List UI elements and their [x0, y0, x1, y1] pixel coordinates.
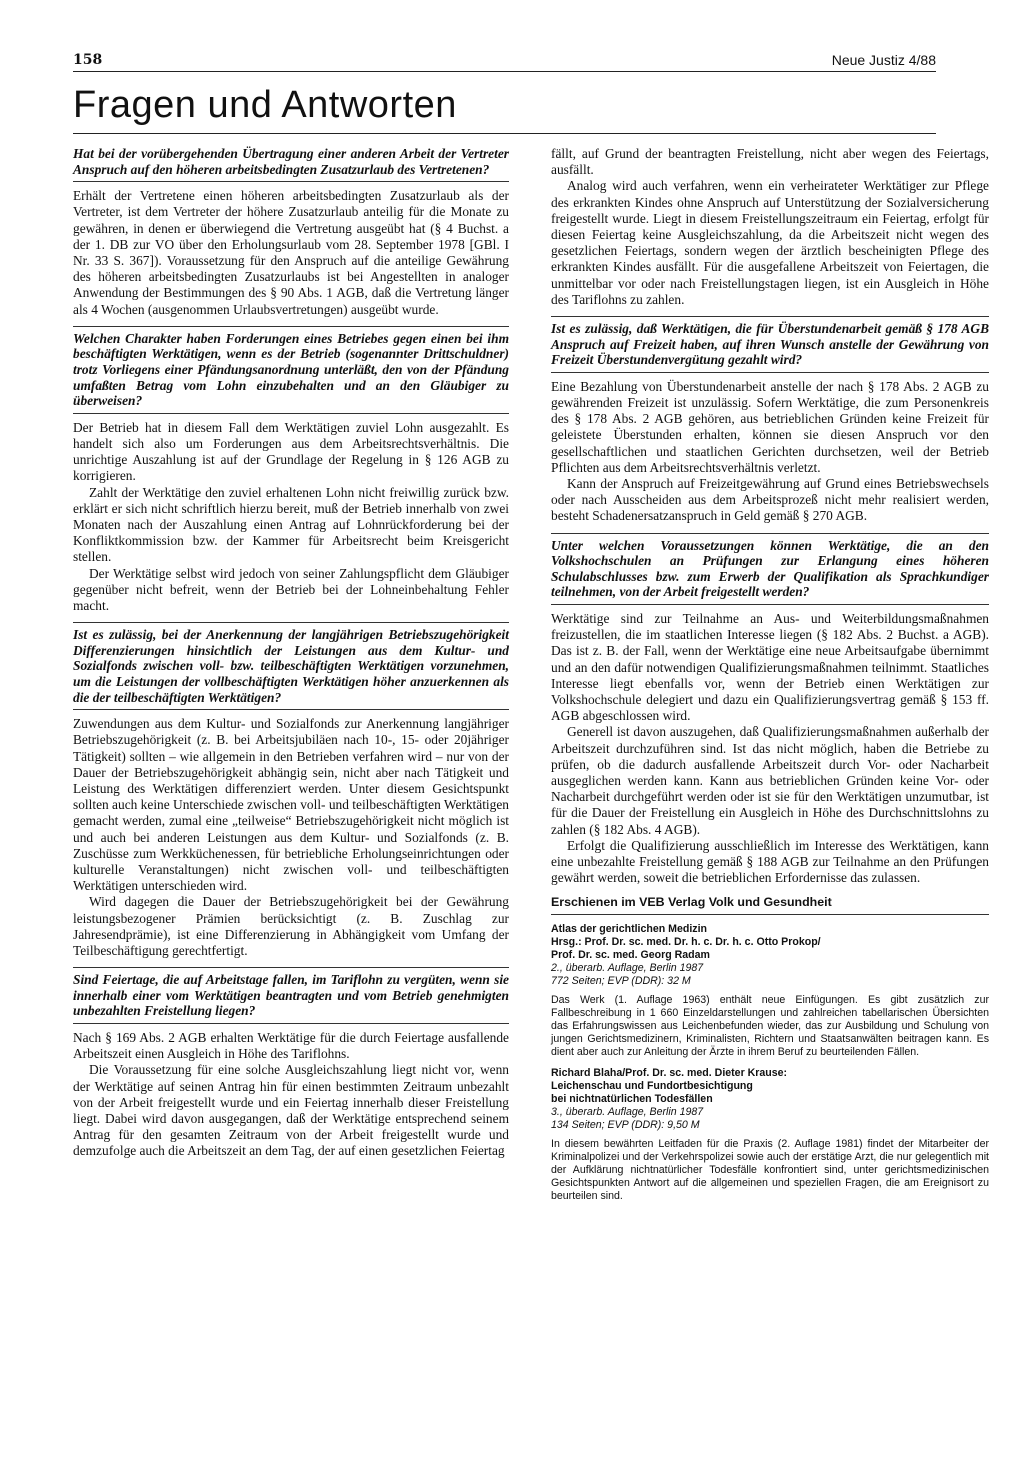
publisher-heading: Erschienen im VEB Verlag Volk und Gesundheit [551, 896, 989, 915]
answer-paragraph: Erfolgt die Qualifizierung ausschließlich im Interesse des Werktätigen, kann eine unbezahlte Freistellung gemäß § 188 AGB zur Teilnahme an den Prüfungen gewährt werden, soweit die betrieblichen Erfordernisse das zulassen. [551, 837, 989, 886]
answer-paragraph: Kann der Anspruch auf Freizeitgewährung auf Grund eines Betriebswechsels oder nach Ausscheiden aus dem Arbeitsprozeß nicht mehr realisiert werden, besteht Schadenersatzanspruch in Geld gemäß § 270 AGB. [551, 476, 989, 524]
answer-6 [551, 611, 989, 886]
book-2 [551, 1067, 989, 1132]
book-edition: 3., überarb. Auflage, Berlin 1987 [551, 1106, 704, 1119]
answer-4-continued [551, 146, 989, 308]
question-6: Unter welchen Voraussetzungen können Werktätige, die an den Volkshochschulen an Prüfungen zur Erlangung eines höheren Schulabschlusses bzw. zum Erwerb der Qualifikation als Sprachkundiger teilnehmen, von der Arbeit freigestellt werden? [551, 533, 989, 605]
question-1: Hat bei der vorübergehenden Übertragung einer anderen Arbeit der Vertreter Anspruch auf den höheren arbeitsbedingten Zusatzurlaub des Vertretenen? [73, 146, 509, 182]
answer-3 [73, 716, 509, 959]
answer-paragraph: Der Betrieb hat in diesem Fall dem Werktätigen zuviel Lohn ausgezahlt. Es handelt sich also um Forderungen aus dem Arbeitsrechtsverhältnis. Die unrichtige Auszahlung ist auf der Grundlage der Regelung in § 126 AGB zu korrigieren. [73, 419, 509, 484]
answer-4 [73, 1030, 509, 1160]
answer-paragraph: Die Voraussetzung für eine solche Ausgleichszahlung liegt nicht vor, wenn der Werktätige auf seinen Antrag hin für einen bestimmten Zeitraum unbezahlt von der Arbeit freigestellt wurde und ein Feiertag innerhalb dieser Freistellung liegt. Dabei wird davon ausgegangen, daß der Werktätige entsprechend seinem Antrag für den gesamten Zeitraum von der Arbeit freigestellt wurde und demzufolge auch die Arbeitszeit an dem Tag, der auf einen gesetzlichen Feiertag [73, 1062, 509, 1159]
answer-paragraph: Analog wird auch verfahren, wenn ein verheirateter Werktätiger zur Pflege des erkrankten Kindes ohne Anspruch auf Unterstützung der Sozialversicherung freigestellt wurde. Liegt in diesem Freistellungszeitraum ein Feiertag, erfolgt für diesen Feiertag keine Ausgleichszahlung, da die Arbeitszeit nicht wegen des gesetzlichen Feiertags, sondern wegen der ärztlich bescheinigten Pflege des erkrankten Kindes ausfällt. Für die ausgefallene Arbeitszeit von Feiertagen, die unmittelbar vor oder nach Freistellungstagen liegen, ist ein Ausgleich in Höhe des Tariflohns zu zahlen. [551, 178, 989, 307]
right-column [551, 146, 989, 1211]
publisher-box [551, 896, 989, 1203]
book-description: In diesem bewährten Leitfaden für die Praxis (2. Auflage 1981) findet der Mitarbeiter der Kriminalpolizei und der Verkehrspolizei sowie auch der erstätige Arzt, die nur gelegentlich mit der Aufklärung nichtnatürlicher Todesfälle konfrontiert sind, unter gerichtsmedizinischen Gesichtspunkten Antwort auf die allgemeinen und speziellen Fragen, die am Ereignisort zu beurteilen sind. [551, 1138, 989, 1203]
answer-paragraph: fällt, auf Grund der beantragten Freistellung, nicht aber wegen des Feiertags, ausfällt. [551, 146, 989, 178]
answer-5 [551, 379, 989, 525]
answer-2 [73, 420, 509, 614]
answer-paragraph: Zahlt der Werktätige den zuviel erhaltenen Lohn nicht freiwillig zurück bzw. erklärt er sich nicht schriftlich hierzu bereit, muß der Betrieb innerhalb von zwei Monaten nach der Auszahlung einen Antrag auf Lohnrückforderung bei der Konfliktkommission bzw. der Kammer für Arbeitsrecht beim Kreisgericht stellen. [73, 484, 509, 565]
journal-issue: Neue Justiz 4/88 [831, 52, 936, 68]
book-editors: Prof. Dr. sc. med. Georg Radam [551, 949, 710, 962]
header-rule [73, 71, 936, 72]
answer-1 [73, 188, 509, 318]
book-1 [551, 923, 989, 988]
answer-paragraph: Der Werktätige selbst wird jedoch von seiner Zahlungspflicht dem Gläubiger gegenüber nicht befreit, wenn der Betrieb bei der Lohneinbehaltung Fehler macht. [73, 565, 509, 614]
answer-paragraph: Nach § 169 Abs. 2 AGB erhalten Werktätige für die durch Feiertage ausfallende Arbeitszeit einen Ausgleich in Höhe des Tariflohns. [73, 1030, 509, 1062]
answer-paragraph: Wird dagegen die Dauer der Betriebszugehörigkeit bei der Gewährung leistungsbezogener Prämien berücksichtigt (z. B. Zuschlag zur Jahresendprämie), ist eine Differenzierung in Abhängigkeit vom Umfang der Teilbeschäftigung gerechtfertigt. [73, 894, 509, 959]
book-editors: Hrsg.: Prof. Dr. sc. med. Dr. h. c. Dr. h. c. Otto Prokop/ [551, 936, 821, 949]
book-title: bei nichtnatürlichen Todesfällen [551, 1093, 713, 1106]
book-details: 772 Seiten; EVP (DDR): 32 M [551, 975, 691, 988]
book-title: Leichenschau und Fundortbesichtigung [551, 1080, 753, 1093]
book-details: 134 Seiten; EVP (DDR): 9,50 M [551, 1119, 700, 1132]
book-title: Atlas der gerichtlichen Medizin [551, 923, 707, 936]
answer-paragraph: Werktätige sind zur Teilnahme an Aus- und Weiterbildungsmaßnahmen freizustellen, die im staatlichen Interesse liegen (§ 182 Abs. 2 Buchst. a AGB). Das ist z. B. der Fall, wenn der Werktätige eine neue Arbeitsaufgabe übernimmt und an den dafür notwendigen Qualifizierungsmaßnahmen teilnimmt. Staatliches Interesse liegt ebenfalls vor, wenn der Betrieb einen Werktätigen zur Volkshochschule delegiert und dazu ein Qualifizierungsvertrag gemäß § 153 ff. AGB abgeschlossen wird. [551, 611, 989, 724]
answer-paragraph: Erhält der Vertretene einen höheren arbeitsbedingten Zusatzurlaub als der Vertreter, ist dem Vertreter der höhere Zusatzurlaub anteilig für die Monate zu gewähren, in denen er überwiegend die Vertretung ausgeübt hat (§ 4 Buchst. a der 1. DB zur VO über den Erholungsurlaub vom 28. September 1978 [GBl. I Nr. 33 S. 367]). Voraussetzung für den Anspruch auf die anteilige Gewährung des höheren arbeitsbedingten Zusatzurlaubs ist bei Angestellten in analoger Anwendung der Bestimmungen des § 90 Abs. 1 AGB, daß die Vertretung länger als 4 Wochen (ausgenommen Urlaubsvertretungen) ausgeübt wurde. [73, 188, 509, 317]
section-title: Fragen und Antworten [73, 84, 457, 126]
answer-paragraph: Generell ist davon auszugehen, daß Qualifizierungsmaßnahmen außerhalb der Arbeitszeit durchzuführen sind. Ist das nicht möglich, haben die Betriebe zu prüfen, ob die dadurch ausfallende Arbeitszeit durch Vor- oder Nacharbeit ausgeglichen werden kann. Kann aus betrieblichen Gründen keine Vor- oder Nacharbeit durchgeführt werden oder ist sie für den Werktätigen unzumutbar, ist für die Dauer der Freistellung ein Ausgleich in Höhe des Durchschnittslohns zu zahlen (§ 182 Abs. 4 AGB). [551, 724, 989, 837]
answer-paragraph: Zuwendungen aus dem Kultur- und Sozialfonds zur Anerkennung langjähriger Betriebszugehörigkeit (z. B. bei Arbeitsjubiläen nach 10-, 15- oder 20jähriger Tätigkeit) sollten – wie allgemein in den Betrieben verfahren wird – nur von der Dauer der Betriebszugehörigkeit abhängig sein, nicht aber nach Tätigkeit und Leistung des Werktätigen differenziert werden. Unter diesem Gesichtspunkt sollten auch keine Unterschiede zwischen voll- und teilbeschäftigten Werktätigen gemacht werden, zumal eine „teilweise“ Betriebszugehörigkeit nicht möglich ist und auch bei anderen Leistungen aus dem Kultur- und Sozialfonds (z. B. Zuschüsse zum Werkküchenessen, für betriebliche Erholungseinrichtungen oder kulturelle Veranstaltungen) nicht zwischen voll- und teilbeschäftigten Werktätigen unterschieden wird. [73, 716, 509, 894]
page-number: 158 [73, 52, 103, 68]
question-2: Welchen Charakter haben Forderungen eines Betriebes gegen einen bei ihm beschäftigten Werktätigen, wenn es der Betrieb (sogenannter Drittschuldner) trotz Vorliegens einer Pfändungsanordnung unterläßt, den von der Pfändung umfaßten Betrag vom Lohn einzubehalten und an den Gläubiger zu überweisen? [73, 326, 509, 414]
book-description: Das Werk (1. Auflage 1963) enthält neue Einfügungen. Es gibt zusätzlich zur Fallbeschreibung in 1 660 Einzeldarstellungen und zahlreichen tabellarischen Übersichten das Erfahrungswissen aus Leichenbefunden wieder, das zur Ausbildung und Schulung von jungen Gerichtsmedizinern, Kriminalisten, Richtern und Staatsanwälten beitragen kann. Es dient aber auch zur Anleitung der Ärzte in ihrem Beruf zu beurteilenden Fällen. [551, 994, 989, 1059]
book-authors: Richard Blaha/Prof. Dr. sc. med. Dieter Krause: [551, 1067, 788, 1080]
question-5: Ist es zulässig, daß Werktätigen, die für Überstundenarbeit gemäß § 178 AGB Anspruch auf Freizeit haben, auf ihren Wunsch anstelle der Gewährung von Freizeit Überstundenvergütung gezahlt wird? [551, 316, 989, 373]
left-column [73, 146, 509, 1168]
page-header [73, 52, 936, 70]
title-rule [73, 133, 936, 134]
question-4: Sind Feiertage, die auf Arbeitstage fallen, im Tariflohn zu vergüten, wenn sie innerhalb einer vom Werktätigen beantragten und vom Betrieb genehmigten unbezahlten Freistellung liegen? [73, 967, 509, 1024]
book-edition: 2., überarb. Auflage, Berlin 1987 [551, 962, 704, 975]
answer-paragraph: Eine Bezahlung von Überstundenarbeit anstelle der nach § 178 Abs. 2 AGB zu gewährenden Freizeit ist unzulässig. Sofern Werktätige, die zum Personenkreis des § 178 Abs. 2 AGB gehören, aus betrieblichen Gründen keine Freizeit für geleistete Überstunden erhalten, können sie diesen Anspruch vor den gesellschaftlichen und staatlichen Gerichten durchsetzen, weil der Betrieb Pflichten aus dem Arbeitsrechtsverhältnis verletzt. [551, 378, 989, 475]
question-3: Ist es zulässig, bei der Anerkennung der langjährigen Betriebszugehörigkeit Differenzierungen hinsichtlich der Leistungen aus dem Kultur- und Sozialfonds zwischen voll- bzw. teilbeschäftigten Werktätigen vorzunehmen, um die Leistungen der vollbeschäftigten Werktätigen höher anzuerkennen als die der teilbeschäftigten Werktätigen? [73, 622, 509, 710]
